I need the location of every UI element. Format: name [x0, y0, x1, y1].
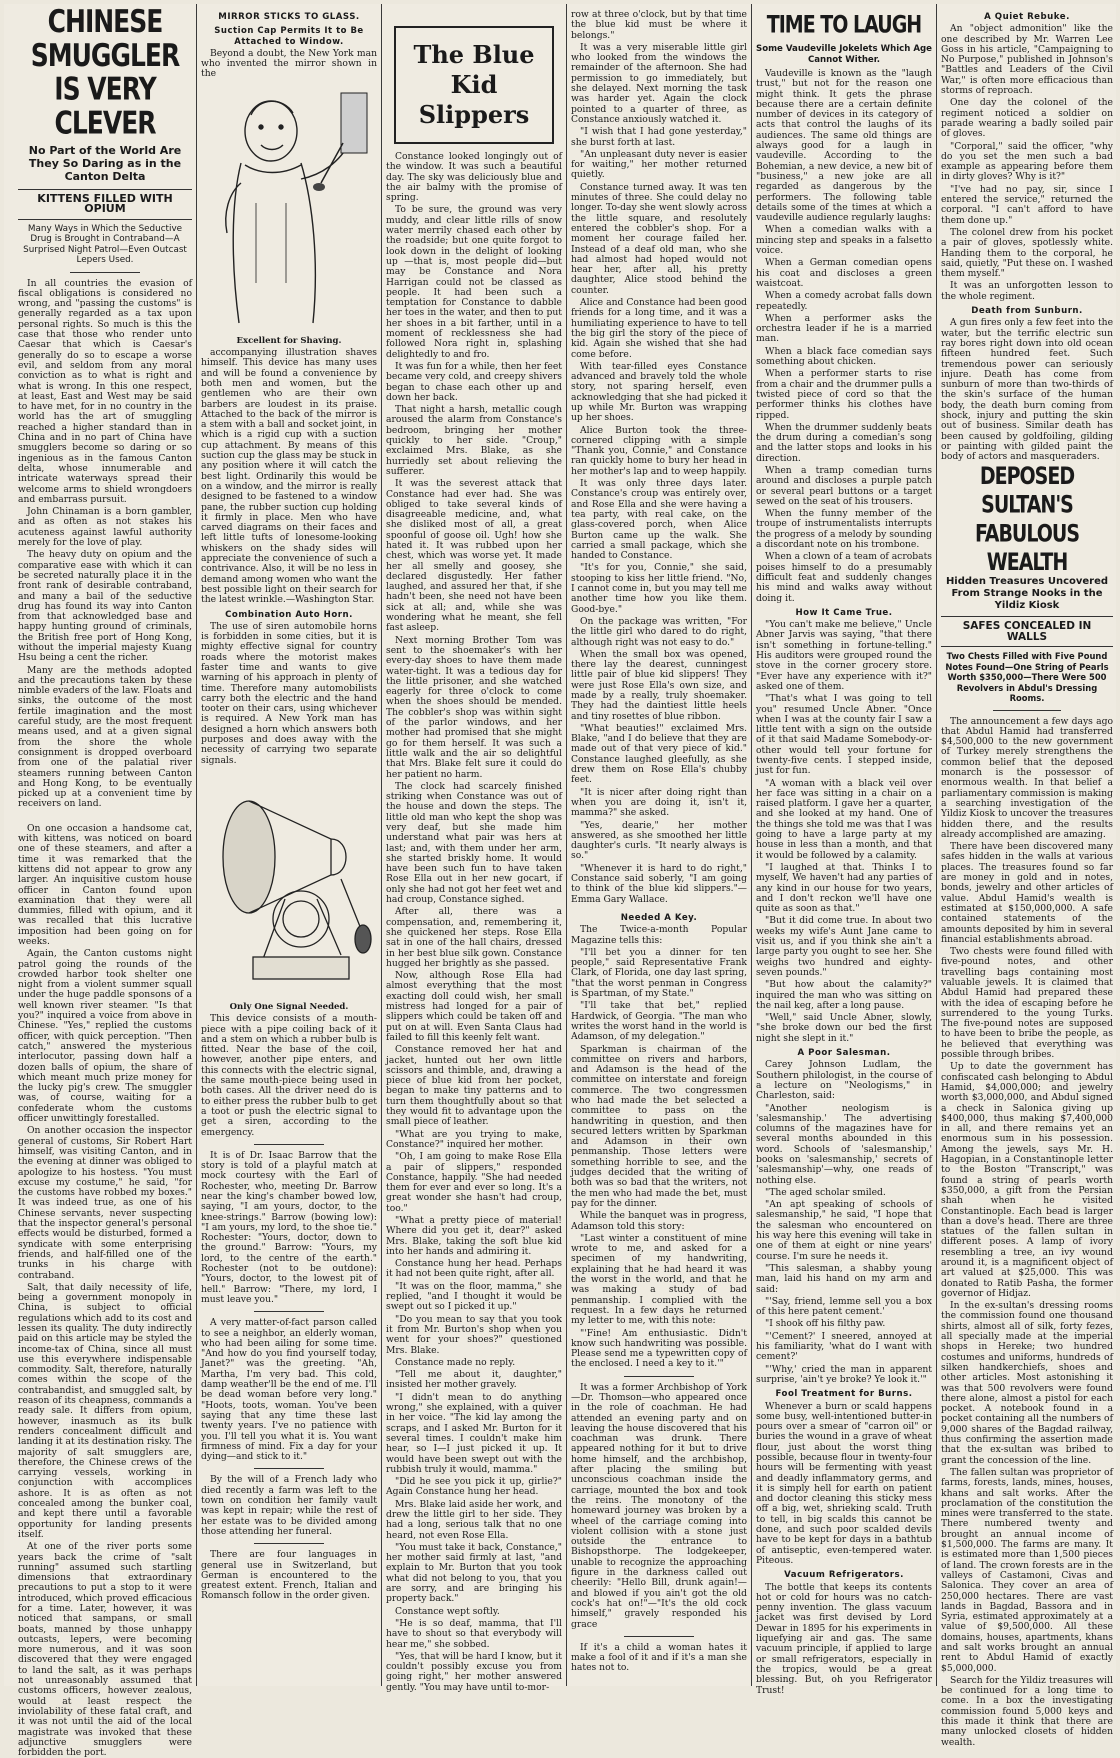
column-rule	[936, 4, 937, 1686]
paragraph: When the drummer suddenly beats the drum during a comedian's song and the latter stops and looks in his direction.	[756, 421, 932, 464]
paragraph: "An unpleasant duty never is easier for waiting," her mother returned quietly.	[571, 148, 747, 181]
caption-one-signal: Only One Signal Needed.	[229, 1001, 349, 1012]
paragraph: "That's what I was going to tell you" resumed Uncle Abner. "Once when I was at the county fair I saw a little tent with a sign on the outside of it that said Madame Somebody-or-other would tell your fortune for twenty-five cents. I stepped inside, just for fun.	[756, 693, 932, 777]
paragraph: "But how about the calamity?" inquired the man who was sitting on the nail keg, after a long pause.	[756, 979, 932, 1011]
paragraph: "I'll bet you a dinner for ten people," said Representative Frank Clark, of Florida, one day last spring, "that the worst penman in Congress is Spartman, of my State."	[571, 946, 747, 1000]
title-mirror-sticks: MIRROR STICKS TO GLASS.	[218, 12, 360, 22]
column-rule	[566, 4, 567, 1686]
subdeck-seductive-drug: Many Ways in Which the Seductive Drug is Brought in Contraband—A Surprised Night Patrol—Even Outcast Lepers Used.	[23, 223, 187, 266]
rule	[254, 1468, 324, 1469]
paragraph: Next morning Brother Tom was sent to the shoemaker's with her every-day shoes to have them made water-tight. It was a tedious day for the little prisoner, and she watched eagerly for three o'clock to come when the shoes should be mended. The cobbler's shop was within sight of the parlor windows, and her mother had promised that she might go for them herself. It was such a little walk and the air so delightful that Mrs. Blake felt sure it could do her patient no harm.	[386, 634, 562, 780]
paragraph: "Last winter a constituent of mine wrote to me, and asked for a specimen of my handwriting, explaining that he had heard it was the worst in the world, and that he was making a study of bad penmanship. I complied with the request. In a few days he returned my letter to me, with this note:	[571, 1232, 747, 1327]
paragraph: Beyond a doubt, the New York man who invented the mirror shown in the	[201, 47, 377, 80]
illustration-auto-horn	[201, 769, 377, 999]
paragraph: That night a harsh, metallic cough aroused the alarm from Constance's bedroom, bringing her mother quickly to her side. "Croup," exclaimed Mrs. Blake, as she hurriedly set about relieving the sufferer.	[386, 404, 562, 477]
paragraph: By the will of a French lady who died recently a farm was left to the town on condition her family vault was kept in repair; while the rest of her estate was to be divided among those attending her funeral.	[201, 1474, 377, 1537]
paragraph: Constance made no reply.	[395, 1356, 516, 1368]
title-how-it-came-true: How It Came True.	[795, 607, 893, 618]
paragraph: "I've had no pay, sir, since I entered the service," returned the corporal. "I can't afford to have them done up."	[941, 183, 1113, 226]
rule	[254, 1311, 324, 1312]
caption-shaving: Excellent for Shaving.	[236, 335, 342, 346]
column-rule	[751, 4, 752, 1686]
paragraph: When the small box was opened, there lay the dearest, cunningest little pair of blue kid slippers! They were just Rose Ella's own size, and made by a really, truly shoemaker. They had the daintiest little heels and tiny rosettes of blue ribbon.	[571, 648, 747, 722]
paragraph: Mrs. Blake laid aside her work, and drew the little girl to her side. They had a long, serious talk that no one heard, not even Rose Ella.	[386, 1498, 562, 1541]
title-death-from-sunburn: Death from Sunburn.	[971, 306, 1083, 317]
paragraph: If it's a child a woman hates it make a fool of it and if it's a man she hates not to.	[571, 1641, 747, 1674]
subhead-kittens: KITTENS FILLED WITH OPIUM	[37, 192, 173, 216]
subdeck-five-pound-notes: Two Chests Filled with Five Pound Notes Found—One String of Pearls Worth $350,000—There Were 500 Revolvers in Abdul's Dressing Rooms.	[945, 651, 1109, 704]
paragraph: The use of siren automobile horns is forbidden in some cities, but it is mighty effective signal for country roads where the motorist makes faster time and wants to give warning of his approach in plenty of time. Therefore many automobilists carry both the electric and the hand tooter on their cars, using whichever is required. A New York man has designed a horn which answers both purposes and does away with the necessity of carrying two separate signals.	[201, 620, 377, 766]
paragraph: Two chests were found filled with five-pound notes, and other travelling bags containing most valuable jewels. It is claimed that Abdul Hamid had prepared these with the idea of escaping before he surrendered to the young Turks. The five-pound notes are supposed to have been to bribe the people, as he believed that everything was possible through bribes.	[941, 946, 1113, 1061]
rule	[18, 189, 192, 190]
title-vacuum-refrigerators: Vacuum Refrigerators.	[784, 1570, 904, 1581]
paragraph: One day the colonel of the regiment noticed a soldier on parade wearing a badly soiled pair of gloves.	[941, 97, 1113, 140]
paragraph: "It's for you, Connie," she said, stooping to kiss her little friend. "No, I cannot come in, but you may tell me another time how you like them. Good-bye."	[571, 562, 747, 615]
paragraph: "Did he see you pick it up, girlie?" Again Constance hung her head.	[386, 1476, 562, 1498]
paragraph: accompanying illustration shaves himself. This device has many uses and will be found a convenience by both men and women, but the gentlemen who are their own barbers are loudest in its praise. Attached to the back of the mirror is a stem with a ball and socket joint, in which is a rigid cup with a suction cup attachment. By means of this suction cup the glass may be stuck in any position where it will catch the best light. Ordinarily this would be on a window, and the mirror is really designed to be fastened to a window pane, the rubber suction cup holding it firmly in place. Men who have carved diagrams on their faces and left little tufts of lonesome-looking whiskers on the shady sides will appreciate the convenience of such a contrivance. Also, it will be no less in demand among women who want the best possible light on their search for the latest wrinkle.—Washington Star.	[201, 347, 377, 606]
paragraph: "What are you trying to make, Constance?" inquired her mother.	[386, 1128, 562, 1150]
paragraph: When a clown of a team of acrobats poises himself to do a presumably difficult feat and suddenly changes his mind and walks away without doing it.	[756, 551, 933, 604]
paragraph: On one occasion a handsome cat, with kittens, was noticed on board one of these steamers, and after a time it was remarked that the kittens did not appear to grow any larger. An inquisitive custom house officer in Canton found upon examination that they were all dummies, filled with opium, and it was recalled that this lucrative imposition had been going on for weeks.	[18, 822, 192, 947]
title-fool-treatment: Fool Treatment for Burns.	[775, 1389, 913, 1400]
paragraph: There are four languages in general use in Switzerland, but German is encountered to the greatest extent. French, Italian and Romansch follow in the order given.	[201, 1549, 377, 1602]
paragraph: Constance turned away. It was ten minutes of three. She could delay no longer. To-day she went slowly across the little square, and resolutely entered the cobbler's shop. For a moment her courage failed her. Instead of a deaf old man, who she had almost had hoped would not hear her, after all, his pretty daughter, Alice stood behind the counter.	[571, 181, 747, 296]
rule	[18, 219, 192, 220]
paragraph: "'Why,' cried the man in apparent surprise, 'ain't ye broke? Ye look it.'"	[756, 1363, 932, 1385]
title-needed-a-key: Needed A Key.	[620, 912, 698, 923]
paragraph: John Chinaman is a born gambler, and as often as not stakes his acuteness against lawful authority merely for the love of play.	[18, 506, 192, 549]
rule	[624, 1636, 694, 1637]
paragraph: While the banquet was in progress, Adamson told this story:	[571, 1210, 747, 1232]
paragraph: "He is so deaf, mamma, that I'll have to shout so that everybody will hear me," she sobbed.	[386, 1617, 562, 1650]
paragraph: A very matter-of-fact parson called to see a neighbor, an elderly woman, who had been ailing for some time. "And how do you find yourself today, Janet?" was the greeting. "Ah, Martha, I'm very bad. This cold, damp weather'll be the end of me. I'll be dead woman before very long." "Hoots, toots, woman. You've been saying that any time these last twenty years. I've no patience with you. I'll tell you what it is. You want firmness of mind. Fix a day for your dying—and stick to it."	[201, 1317, 377, 1463]
column-rule	[381, 4, 382, 1686]
paragraph: It was only three days later. Constance's croup was entirely over, and Rose Ella and she were having a tea party, with real cake, on the glass-covered porch, when Alice Burton came up the walk. She carried a small package, which she handed to Constance.	[571, 478, 747, 562]
paragraph: There have been discovered many safes hidden in the walls at various places. The treasures found so far are money in gold and in notes, bonds, jewelry and other articles of value. Abdul Hamid's wealth is estimated at $150,000,000. A safe contained statements of the amounts deposited by him in several financial establishments abroad.	[941, 841, 1113, 945]
paragraph: Vaudeville is known as the "laugh trust," but not for the reason one might think. It gets the phrase because there are a certain definite number of devices in its category of acts that control the laughs of its audiences. The same old things are always good for a laugh in vaudeville. According to the Bohemian, a new device, a new bit of "business," a new joke are all regarded as dangerous by the performers. The following table details some of the times at which a vaudeville audience regularly laughs:	[756, 68, 932, 224]
paragraph: When a comedian walks with a mincing step and speaks in a falsetto voice.	[756, 224, 932, 257]
paragraph: Up to date the government has confiscated cash belonging to Abdul Hamid, $4,000,000; and jewelry worth $3,000,000, and Abdul signed a check in Salonica giving up $400,000, thus making $7,400,000 in all, and there remains yet an enormous sum in his possession. Among the jewels, says Mr. H. Hagopian, in a Constantinople letter to the Boston "Transcript," was found a string of pearls worth $350,000, a gift from the Persian shah when he visited Constantinople. Each bead is larger than a dove's head. There are three statues of the fallen sultan in different poses. A lamp of ivory resembling a tree, an ivy wound around it, is a magnificent object of art valued at $25,000. This was donated to Ratib Pasha, the former governor of Hidjaz.	[941, 1061, 1113, 1299]
shaving-man-image	[201, 83, 377, 333]
paragraph: Alice and Constance had been good friends for a long time, and it was a humiliating experience to have to tell the big girl the story of the piece of kid. Again she wished that she had come before.	[571, 297, 747, 360]
paragraph: "'Say, friend, lemme sell you a box of this here patent cement.'	[756, 1295, 932, 1318]
paragraph: The colonel drew from his pocket a pair of gloves, spotlessly white. Handing them to the corporal, he said, quietly, "Put these on. I washed them myself."	[941, 226, 1113, 280]
paragraph: "Do you mean to say that you took it from Mr. Burton's shop when you went for your shoes?" questioned Mrs. Blake.	[386, 1313, 562, 1356]
paragraph: "You must take it back, Constance," her mother said firmly at last, "and explain to Mr. Burton that you took what did not belong to you, that you are sorry, and are bringing his property back."	[386, 1541, 562, 1605]
deck-vaudeville: Some Vaudeville Jokelets Which Age Cannot Wither.	[756, 44, 932, 65]
title-quiet-rebuke: A Quiet Rebuke.	[984, 12, 1070, 22]
column-3	[386, 4, 562, 1693]
paragraph: "I wish that I had gone yesterday," she burst forth at last.	[571, 126, 747, 148]
paragraph: "Whenever it is hard to do right," Constance said soberly, "I am going to think of the blue kid slippers."—Emma Gary Wallace.	[571, 862, 747, 905]
paragraph: In the ex-sultan's dressing rooms the commission found one thousand shirts, almost all of silk, forty fezes, all specially made at the imperial shops in Hereke; two hundred costumes and uniforms, hundreds of silken handkerchiefs, shoes and other articles. Most astonishing it was that 500 revolvers were found there alone, almost a pistol for each pocket. A notebook found in a pocket containing all the numbers of 9,000 shares of the Bagdad railway, thus confirming the assertion made that the ex-sultan was bribed to grant the concession of the line.	[941, 1300, 1113, 1466]
paragraph: Constance looked longingly out of the window. It was such a beautiful day. The sky was deliciously blue and the air balmy with the promise of spring.	[386, 151, 562, 204]
paragraph: With tear-filled eyes Constance advanced and bravely told the whole story, not sparing herself, even acknowledging that she had picked it up while Mr. Burton was wrapping up her shoes.	[571, 360, 747, 424]
paragraph: The heavy duty on opium and the comparative ease with which it can be secreted naturally place it in the front rank of desirable contraband, and many a bail of the seductive drug has found its way into Canton from that acknowledged base and happy hunting ground of criminals, the British free port of Hong Kong, without the imperial majesty Kuang Hsu being a cent the richer.	[18, 549, 192, 664]
paragraph: "What beauties!" exclaimed Mrs. Blake, "and I do believe that they are made out of that very piece of kid." Constance laughed gleefully, as she drew them on Rose Ella's chubby feet.	[571, 722, 747, 786]
paragraph: The Twice-a-month Popular Magazine tells this:	[571, 924, 747, 946]
paragraph: Alice Burton took the three-cornered clipping with a simple "Thank you, Connie," and Constance ran quickly home to bury her head in her mother's lap and to weep happily.	[571, 424, 747, 477]
headline-deposed-sultan: DEPOSED SULTAN'S FABULOUS WEALTH	[974, 462, 1080, 577]
paragraph: "Tell me about it, daughter," insisted her mother gravely.	[386, 1369, 562, 1391]
headline-time-to-laugh: TIME TO LAUGH	[766, 11, 922, 39]
paragraph: "Well," said Uncle Abner, slowly, "she broke down our bed the first night she slept in it."	[756, 1012, 932, 1044]
paragraph: Carey Johnson Ludlam, the Southern philologist, in the course of a lecture on "Neologisms," in Charleston, said:	[756, 1059, 932, 1102]
title-poor-salesman: A Poor Salesman.	[797, 1048, 891, 1059]
deck-suction-cap: Suction Cap Permits It to Be Attached to Window.	[214, 26, 364, 47]
paragraph: Now, although Rose Ella had almost everything that the most exacting doll could wish, her small mistress had longed for a pair of slippers which could be taken off and put on at will. Even Santa Claus had failed to fill this keenly felt want.	[386, 970, 562, 1043]
paragraph: Constance wept softly.	[395, 1605, 500, 1617]
paragraph: The clock had scarcely finished striking when Constance was out of the house and down the steps. The little old man who kept the shop was very deaf, but she made him understand what pair was hers at last; and, with them under her arm, she started briskly home. It would have been such fun to have taken Rose Ella out in her new gocart, if only she had not got her feet wet and had croup, Constance sighed.	[386, 780, 562, 906]
paragraph: When the funny member of the troupe of instrumentalists interrupts the progress of a melody by sounding a discordant note on his trombone.	[756, 508, 932, 551]
article-body	[18, 279, 192, 1758]
auto-horn-image	[201, 769, 377, 999]
paragraph: After all, there was a compensation, and, remembering it, she quickened her steps. Rose Ella sat in one of the hall chairs, dressed in her best blue silk gown. Constance hugged her brightly as she passed.	[386, 906, 562, 969]
paragraph: "I laughed at that. Thinks I to myself, We haven't had any parties of any kind in our house for two years, and I don't reckon we'll have one quite as soon as that."	[756, 861, 932, 915]
paragraph: It is of Dr. Isaac Barrow that the story is told of a playful match at mock courtesy with the Earl of Rochester, who, meeting Dr. Barrow near the king's chamber bowed low, saying, "I am yours, doctor, to the knee-strings." Barrow (bowing low): "I am yours, my lord, to the shoe tie." Rochester: "Yours, doctor, down to the ground." Barrow: "Yours, my lord, to the centre of the earth." Rochester (not to be outdone): "Yours, doctor, to the lowest pit of hell." Barrow: "There, my lord, I must leave you."	[201, 1149, 377, 1305]
paragraph: "I didn't mean to do anything wrong," she explained, with a quiver in her voice. "The kid lay among the scraps, and I asked Mr. Burton for it several times. I couldn't make him hear, so I—I just picked it up. It would have been swept out with the rubbish truly it would, mamma."	[386, 1391, 562, 1475]
paragraph: "Yes, dearie," her mother answered, as she smoothed her little daughter's curls. "It nearly always is so."	[571, 819, 747, 862]
paragraph: To be sure, the ground was very muddy, and clear little rills of snow water merrily chased each other by the roadside; but one quite forgot to look down in the delight of looking up —that is, most people did—but may be Constance and Nora Harrigan could not be classed as people. It had been such a temptation for Constance to dabble her toes in the water, and then to put her shoes in a bit farther, until in a moment of recklessness she had followed Nora right in, splashing delightedly to and fro.	[386, 204, 562, 360]
paragraph: At one of the river ports some years back the crime of "salt running" assumed such startling dimensions that extraordinary precautions to put a stop to it were introduced, which proved efficacious for a time. Later, however, it was noticed that sampans, or small boats, manned by those unhappy outcasts, lepers, were becoming more numerous, and it was soon discovered that they were engaged to land the salt, as it was perhaps not unreasonably assumed that customs officers, however zealous, would at least respect the inviolability of these fatal craft, and it was not until the aid of the local magistrate was invoked that these adjunctive smugglers were forbidden the port.	[18, 1541, 192, 1758]
paragraph: "You can't make me believe," Uncle Abner Jarvis was saying, "that there isn't something in fortune-telling." His auditors were grouped round the stove in the corner grocery store. "Ever have any experience with it?" asked one of them.	[756, 619, 932, 692]
paragraph: The bottle that keeps its contents hot or cold for hours was no catch-penny invention. The glass vacuum jacket was first devised by Lord Dewar in 1895 for his experiments in liquefying air and gas. The same vacuum principle, if applied to large or small refrigerators, especially in the tropics, would be a great blessing. But, oh you Refrigerator Trust!	[756, 1581, 932, 1696]
paragraph: Sparkman is chairman of the committee on rivers and harbors, and Adamson is the head of the committee on interstate and foreign commerce. The two congressmen who had made the bet selected a committee to pass on the handwriting in question, and then secured letters written by Sparkman and Adamson in their own penmanship. Those letters were something horrible to see, and the judges decided that the writing of both was so bad that the writers, not the men who had made the bet, must pay for the dinner.	[571, 1043, 747, 1209]
paragraph: "This salesman, a shabby young man, laid his hand on my arm and said:	[756, 1262, 932, 1295]
paragraph: "Yes, that will be hard I know, but it couldn't possibly excuse you from going right," her mother answered gently. "You may have until to-mor-	[386, 1650, 562, 1693]
rule	[941, 616, 1113, 617]
paragraph: "An apt speaking of schools of salesmanship," he said, "I hope that the salesman who encountered on his way here this evening will take in one of them at eight or nine years' course. I'm sure he needs it.	[756, 1199, 932, 1262]
paragraph: When a black face comedian says something about chicken.	[756, 345, 932, 368]
headline-chinese-smuggler: CHINESE SMUGGLER IS VERY CLEVER	[30, 3, 180, 141]
paragraph: It was fun for a while, then her feet became very cold, and creepy shivers began to chase each other up and down her back.	[386, 360, 562, 403]
deck-hidden-treasures: Hidden Treasures Uncovered From Strange Nooks in the Yildiz Kiosk	[945, 576, 1109, 612]
paragraph: This device consists of a mouth-piece with a pipe coiling back of it and a stem on which a rubber bulb is fitted. Near the base of the coil, however, another pipe enters, and this connects with the electric signal, the same mouth-piece being used in both cases. All the driver need do is to either press the rubber bulb to get a toot or push the electric signal to get a siren, according to the emergency.	[201, 1013, 377, 1138]
deck-canton-delta: No Part of the World Are They So Daring as in the Canton Delta	[28, 144, 182, 183]
paragraph: Salt, that daily necessity of life, being a government monopoly in China, is subject to official regulations which add to its cost and lessen its quality. The duty indirectly paid on this article may be styled the income-tax of China, since all must use this everywhere indispensable commodity. Salt, therefore, naturally comes within the scope of the contrabandist, and smuggled salt, by reason of its cheapness, commands a ready sale. It differs from opium, however, inasmuch as its bulk renders concealment difficult and landing it at its destination risky. The majority of salt smugglers are, therefore, the Chinese crews of the carrying vessels, working in conjunction with accomplices ashore. It is as often as not concealed among the bunker coal, and kept there until a favorable opportunity for landing presents itself.	[18, 1281, 192, 1540]
paragraph: "But it did come true. In about two weeks my wife's Aunt Jane came to visit us, and if you think she ain't a large party you ought to see her. She weighs two hundred and eighty-seven pounds."	[756, 915, 932, 978]
paragraph: In all countries the evasion of fiscal obligations is considered no wrong, and "passing the customs" is generally regarded as a tax upon personal rights. So much is this the case that those who render unto Caesar that which is Caesar's generally do so to escape a worse evil, and seldom from any moral conviction as to what is right and what is wrong. In this one respect, at least, East and West may be said to have met, for in no country in the world has the art of smuggling reached a higher standard than in China and in no part of China have smugglers become so daring or so ingenious as in the famous Canton delta, whose innumerable and intricate waterways spread their welcome arms to shield wrongdoers and embarrass pursuit.	[18, 277, 192, 505]
paragraph: "Another neologism is 'salesmanship.' The advertising columns of the magazines have for several months abounded in this word. Schools of 'salesmanship,' books on 'salesmanship,' secrets of 'salesmanship'—why, one reads of nothing else.	[756, 1102, 932, 1186]
newspaper-page	[4, 3, 1116, 1758]
column-4	[571, 4, 747, 1686]
paragraph: Search for the Yildiz treasures will be continued for a long time to come. In a box the investigating commission found 5,000 keys and this made it think that there are many unlocked closets of hidden wealth.	[941, 1674, 1113, 1748]
paragraph: It was the severest attack that Constance had ever had. She was obliged to take several kinds of disagreeable medicine, and, what she disliked most of all, a great spoonful of goose oil. Ugh! how she hated it. It was rubbed upon her chest, which was worse yet. It made her all smelly and goosey, she declared disgustedly. Her father laughed, and assured her that, if she hadn't been, she need not have been sick at all; and, while she was wondering what he meant, she fell fast asleep.	[386, 478, 562, 634]
column-1	[18, 3, 192, 1758]
column-rule	[196, 4, 197, 1686]
paragraph: row at three o'clock, but by that time the blue kid must be where it belongs."	[571, 9, 747, 41]
rule	[624, 1376, 694, 1377]
paragraph: On another occasion the inspector general of customs, Sir Robert Hart himself, was visiting Canton, and in the evening at dinner was obliged to apologize to his hostess. "You must excuse my costume," he said, "for the customs have robbed my boxes." It was indeed true, as one of his Chinese servants, never suspecting that the inspector general's personal effects would be disturbed, formed a syndicate with some enterprising friends, and half-filled one of the trunks in his charge with contraband.	[18, 1125, 192, 1281]
paragraph: When a performer starts to rise from a chair and the drummer pulls a twisted piece of cord so that the performer thinks his clothes have ripped.	[756, 368, 932, 421]
subhead-safes: SAFES CONCEALED IN WALLS	[962, 620, 1092, 643]
paragraph: When a German comedian opens his coat and discloses a green waistcoat.	[756, 257, 932, 289]
rule	[941, 646, 1113, 647]
paragraph: Constance removed her hat and jacket, hunted out her own little scissors and thimble, and, drawing a piece of blue kid from her pocket, began to make tiny patterns and to turn them thoughtfully about so that they would fit to advantage upon the small piece of leather.	[386, 1044, 562, 1128]
paragraph: Many are the methods adopted and the precautions taken by these nimble evaders of the law. Floats and sinks, the outcome of the most fertile imagination and the most careful study, are the most frequent means used, and at a given signal from the shore the whole consignment is dropped overboard from one of the palatial river steamers running between Canton and Hong Kong, to be eventually picked up at a convenient time by receivers on land.	[18, 664, 192, 810]
paragraph: "Oh, I am going to make Rose Ella a pair of slippers," responded Constance, happily. "She had needed them for ever and ever so long. It's a great wonder she hasn't had croup, too."	[386, 1151, 562, 1214]
paragraph: "The aged scholar smiled.	[765, 1186, 886, 1198]
paragraph: It was a very miserable little girl who looked from the windows the remainder of the afternoon. She had permission to go immediately, but she delayed. Next morning the task was harder yet. Again the clock pointed to a quarter of three, as Constance anxiously watched it.	[571, 41, 747, 125]
title-blue-kid-slippers: The Blue Kid Slippers	[413, 40, 535, 129]
paragraph: The announcement a few days ago that Abdul Hamid had transferred $4,500,000 to the new government of Turkey merely strengthens the common belief that the deposed monarch is the possessor of enormous wealth. In that belief a parliamentary commission is making a searching investigation of the Yildiz Kiosk to uncover the treasures hidden there, and the results already accomplished are amazing.	[941, 715, 1113, 840]
paragraph: "I shook off his filthy paw.	[765, 1318, 886, 1330]
paragraph: Again, the Canton customs night patrol going the rounds of the crowded harbor took shelter one night from a violent summer squall under the huge paddle sponsons of a well known river steamer. "Is that you?" inquired a voice from above in Chinese. "Yes," replied the customs officer, with quick perception. "Then catch," answered the mysterious interlocutor, passing down half a dozen balls of opium, the share of which meant much prize money for the lucky pig's crew. The smuggler was, of course, waiting for a confederate whom the customs officer unwittingly forestalled.	[18, 948, 192, 1125]
paragraph: It was an unforgotten lesson to the whole regiment.	[941, 280, 1113, 302]
paragraph: The fallen sultan was proprietor of farms, forests, lands, mines, houses, khans and salt works. After the proclamation of the constitution the mines were transferred to the state. There numbered twenty and brought an annual income of $1,500,000. The farms are many. It is estimated more than 1,500 pieces of land. The crown forests are in the valleys of Castamoni, Civas and Salonica. They cover an area of 250,000 hectares. There are vast lands in Bagdad, Bassora and in Syria, estimated approximately at a value of $9,500,000. All these domains, houses, apartments, khans and salt works brought an annual rent to Abdul Hamid of exactly $5,000,000.	[941, 1466, 1113, 1674]
title-auto-horn: Combination Auto Horn.	[225, 609, 353, 620]
paragraph: When a tramp comedian turns around and discloses a purple patch or several pearl buttons or a target sewed on the seat of his trousers.	[756, 464, 932, 507]
rule	[70, 272, 140, 273]
title-box-blue-kid	[394, 26, 554, 144]
illustration-shaving-man	[201, 83, 377, 333]
paragraph: It was a former Archbishop of York —Dr. Thomson—who appeared once in the role of coachman. He had attended an evening party and on leaving the house discovered that his coachman was drunk. There appeared nothing for it but to drive home himself, and the archbishop, after placing the smiling but unconscious coachman inside the carriage, mounted the box and took the reins. The monotony of the homeward journey was broken by a wheel of the carriage coming into violent collision with a stone just outside the entrance to Bishopsthorpe. The lodgekeeper, unable to recognize the approaching figure in the darkness called out cheerily: "Hello Bill, drunk again!— and blowed if you ain't got the old cock's hat on!"—"It's the old cock himself," gravely responded his grace	[571, 1381, 747, 1630]
paragraph: Whenever a burn or scald happens some busy, well-intentioned butter-in pours over a smear of "carron oil" or buries the wound in a grave of wheat flour, just about the worst thing possible, because flour in twenty-four hours will be fermenting with yeast and deadly inflammatory germs, and it is simply hell for earth on patient and doctor cleaning this sticky mess off a big, wet, shrieking scald. Truth to tell, in big scalds this cannot be done, and such poor scalded devils have to be kept for days in a bathtub of antiseptic, even-tempered water. Piteous.	[756, 1400, 932, 1566]
paragraph: "I'll take that bet," replied Hardwick, of Georgia. "The man who writes the worst hand in the world is Adamson, of my delegation."	[571, 1000, 747, 1043]
paragraph: "A woman with a black veil over her face was sitting in a chair on a raised platform. I gave her a quarter, and she looked at my hand. One of the things she told me was that I was going to have a large party at my house in less than a month, and that it would be followed by a calamity.	[756, 777, 932, 861]
paragraph: An "object admonition" like the one described by Mr. Warren Lee Goss in his article, "Campaigning to No Purpose," published in Johnson's "Battles and Leaders of the Civil War," is often more efficacious than storms of reproach.	[941, 23, 1113, 97]
column-2	[201, 4, 377, 1686]
paragraph: "'Cement?' I sneered, annoyed at his familiarity, 'what do I want with cement?'	[756, 1330, 932, 1363]
paragraph: When a performer asks the orchestra leader if he is a married man.	[756, 312, 932, 345]
column-6	[941, 4, 1113, 1748]
column-5	[756, 4, 933, 1696]
rule	[254, 1543, 324, 1544]
rule	[993, 710, 1062, 711]
paragraph: "It was on the floor, mamma," she replied, "and I thought it would be swept out so I picked it up."	[386, 1280, 562, 1313]
paragraph: On the package was written, "For the little girl who dared to do right, although right was not easy to do."	[571, 615, 747, 648]
paragraph: "'Fine! Am enthusiastic. Didn't know such handwriting was possible. Please send me a typewritten copy of the enclosed. I need a key to it.'"	[571, 1327, 747, 1370]
paragraph: "What a pretty piece of material! Where did you get it, dear?" asked Mrs. Blake, taking the soft blue kid into her hands and admiring it.	[386, 1214, 562, 1257]
paragraph: "Corporal," said the officer, "why do you set the men such a bad example as appearing before them in dirty gloves? Why is it?"	[941, 140, 1113, 183]
rule	[254, 1144, 324, 1145]
paragraph: A gun fires only a few feet into the water, but the terrific electric sun ray bores right down into old ocean fifteen hundred feet. Such tremendous power can seriously injure. Death has come from sunburn of more than two-thirds of the skin's surface of the human body, the death burn coming from shock, injury and putting the skin out of business. Similar death has been caused by goldfoiling, gilding or painting with gilded paint the body of actors and masqueraders.	[941, 317, 1113, 463]
paragraph: "It is nicer after doing right than when you are doing it, isn't it, mamma?" she asked.	[571, 786, 747, 819]
paragraph: Constance hung her head. Perhaps it had not been quite right, after all.	[386, 1258, 562, 1280]
paragraph: When a comedy acrobat falls down repeatedly.	[756, 290, 932, 312]
